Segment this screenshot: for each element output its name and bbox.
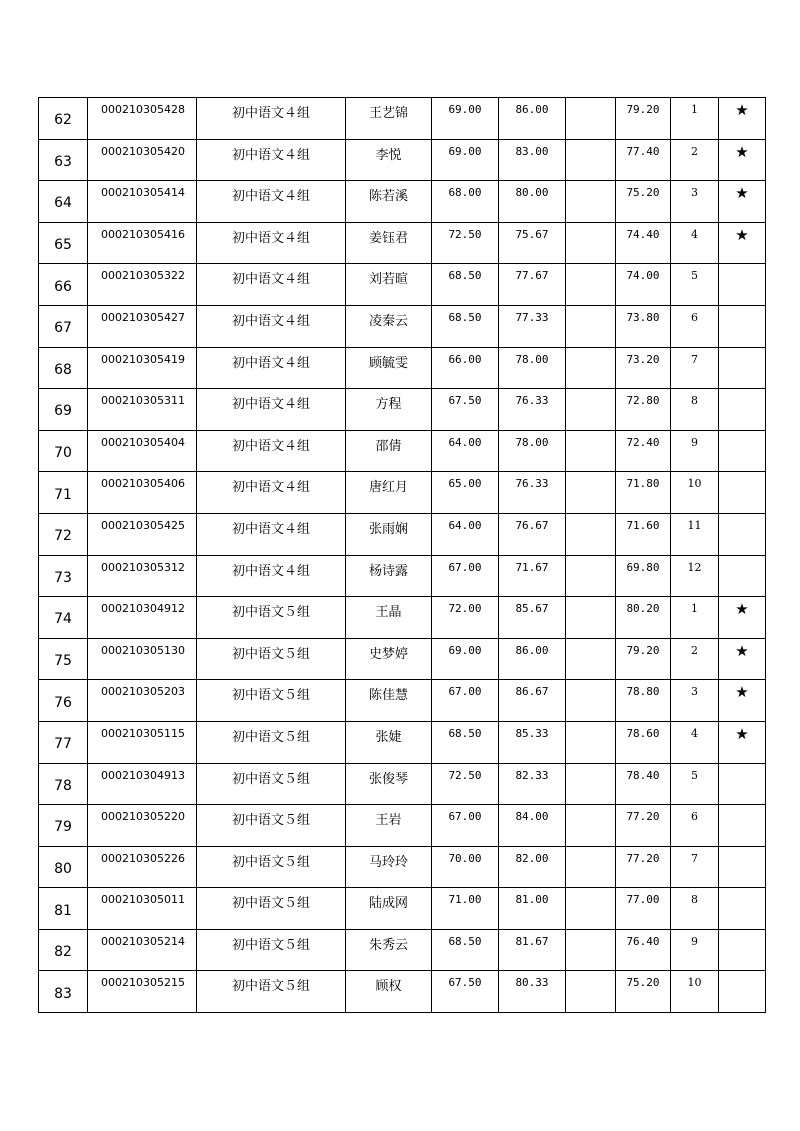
total-score-cell: 77.00 <box>616 888 671 930</box>
table-row <box>39 472 766 514</box>
written-score-cell: 70.00 <box>432 846 499 888</box>
written-score-cell: 69.00 <box>432 638 499 680</box>
total-score-cell: 76.40 <box>616 929 671 971</box>
interview-score-cell: 86.00 <box>499 638 566 680</box>
table-row <box>39 638 766 680</box>
table-row <box>39 597 766 639</box>
rank-cell: 3 <box>671 181 719 223</box>
name-cell: 王岩 <box>346 805 432 847</box>
group-cell: 初中语文４组 <box>197 98 346 140</box>
name-cell: 顾毓雯 <box>346 347 432 389</box>
candidate-id-cell: 000210305220 <box>88 805 197 847</box>
seq-cell: 68 <box>39 347 88 389</box>
rank-cell: 1 <box>671 98 719 140</box>
total-score-cell: 79.20 <box>616 638 671 680</box>
name-cell: 陆成网 <box>346 888 432 930</box>
candidate-id-cell: 000210305404 <box>88 430 197 472</box>
rank-cell: 5 <box>671 763 719 805</box>
written-score-cell: 67.00 <box>432 805 499 847</box>
interview-score-cell: 76.67 <box>499 513 566 555</box>
written-score-cell: 67.00 <box>432 680 499 722</box>
candidate-id-cell: 000210305130 <box>88 638 197 680</box>
group-cell: 初中语文４组 <box>197 389 346 431</box>
rank-cell: 1 <box>671 597 719 639</box>
name-cell: 史梦婷 <box>346 638 432 680</box>
blank-cell <box>566 347 616 389</box>
written-score-cell: 71.00 <box>432 888 499 930</box>
seq-cell: 72 <box>39 513 88 555</box>
total-score-cell: 78.80 <box>616 680 671 722</box>
candidate-id-cell: 000210305427 <box>88 305 197 347</box>
table-row <box>39 763 766 805</box>
blank-cell <box>566 888 616 930</box>
written-score-cell: 67.50 <box>432 389 499 431</box>
table-body <box>39 98 766 1013</box>
written-score-cell: 65.00 <box>432 472 499 514</box>
blank-cell <box>566 181 616 223</box>
group-cell: 初中语文５组 <box>197 846 346 888</box>
written-score-cell: 68.50 <box>432 721 499 763</box>
interview-score-cell: 78.00 <box>499 430 566 472</box>
group-cell: 初中语文４组 <box>197 555 346 597</box>
candidate-id-cell: 000210305406 <box>88 472 197 514</box>
interview-score-cell: 78.00 <box>499 347 566 389</box>
table-row <box>39 305 766 347</box>
candidate-id-cell: 000210305215 <box>88 971 197 1013</box>
blank-cell <box>566 139 616 181</box>
star-icon-cell <box>719 763 766 805</box>
rank-cell: 9 <box>671 929 719 971</box>
seq-cell: 81 <box>39 888 88 930</box>
rank-cell: 12 <box>671 555 719 597</box>
star-icon-cell <box>719 389 766 431</box>
blank-cell <box>566 472 616 514</box>
written-score-cell: 64.00 <box>432 430 499 472</box>
seq-cell: 77 <box>39 721 88 763</box>
name-cell: 张婕 <box>346 721 432 763</box>
total-score-cell: 77.40 <box>616 139 671 181</box>
total-score-cell: 72.40 <box>616 430 671 472</box>
star-icon-cell <box>719 929 766 971</box>
interview-score-cell: 84.00 <box>499 805 566 847</box>
rank-cell: 6 <box>671 305 719 347</box>
total-score-cell: 78.40 <box>616 763 671 805</box>
rank-cell: 7 <box>671 347 719 389</box>
seq-cell: 74 <box>39 597 88 639</box>
seq-cell: 65 <box>39 222 88 264</box>
table-row <box>39 555 766 597</box>
interview-score-cell: 75.67 <box>499 222 566 264</box>
written-score-cell: 68.00 <box>432 181 499 223</box>
blank-cell <box>566 305 616 347</box>
group-cell: 初中语文４组 <box>197 347 346 389</box>
seq-cell: 64 <box>39 181 88 223</box>
seq-cell: 66 <box>39 264 88 306</box>
seq-cell: 79 <box>39 805 88 847</box>
blank-cell <box>566 430 616 472</box>
rank-cell: 6 <box>671 805 719 847</box>
interview-score-cell: 76.33 <box>499 472 566 514</box>
interview-score-cell: 80.00 <box>499 181 566 223</box>
candidate-id-cell: 000210305322 <box>88 264 197 306</box>
name-cell: 马玲玲 <box>346 846 432 888</box>
group-cell: 初中语文４组 <box>197 264 346 306</box>
candidate-id-cell: 000210305425 <box>88 513 197 555</box>
total-score-cell: 77.20 <box>616 805 671 847</box>
total-score-cell: 79.20 <box>616 98 671 140</box>
written-score-cell: 67.00 <box>432 555 499 597</box>
group-cell: 初中语文４组 <box>197 513 346 555</box>
interview-score-cell: 82.00 <box>499 846 566 888</box>
group-cell: 初中语文５组 <box>197 680 346 722</box>
interview-score-cell: 81.67 <box>499 929 566 971</box>
star-icon-cell <box>719 430 766 472</box>
candidate-id-cell: 000210305226 <box>88 846 197 888</box>
name-cell: 李悦 <box>346 139 432 181</box>
interview-score-cell: 71.67 <box>499 555 566 597</box>
total-score-cell: 73.80 <box>616 305 671 347</box>
rank-cell: 2 <box>671 139 719 181</box>
table-row <box>39 888 766 930</box>
seq-cell: 78 <box>39 763 88 805</box>
star-icon-cell: ★ <box>719 721 766 763</box>
star-icon-cell: ★ <box>719 638 766 680</box>
table-row <box>39 181 766 223</box>
star-icon-cell <box>719 555 766 597</box>
blank-cell <box>566 721 616 763</box>
total-score-cell: 74.40 <box>616 222 671 264</box>
star-icon-cell: ★ <box>719 98 766 140</box>
name-cell: 陈佳慧 <box>346 680 432 722</box>
rank-cell: 9 <box>671 430 719 472</box>
group-cell: 初中语文４组 <box>197 305 346 347</box>
rank-cell: 8 <box>671 389 719 431</box>
written-score-cell: 68.50 <box>432 305 499 347</box>
name-cell: 刘若暄 <box>346 264 432 306</box>
rank-cell: 8 <box>671 888 719 930</box>
candidate-id-cell: 000210305414 <box>88 181 197 223</box>
group-cell: 初中语文５组 <box>197 597 346 639</box>
candidate-id-cell: 000210305312 <box>88 555 197 597</box>
blank-cell <box>566 597 616 639</box>
candidate-id-cell: 000210305115 <box>88 721 197 763</box>
results-table <box>38 97 766 1013</box>
seq-cell: 75 <box>39 638 88 680</box>
blank-cell <box>566 638 616 680</box>
seq-cell: 73 <box>39 555 88 597</box>
total-score-cell: 71.80 <box>616 472 671 514</box>
table-row <box>39 389 766 431</box>
interview-score-cell: 77.67 <box>499 264 566 306</box>
interview-score-cell: 76.33 <box>499 389 566 431</box>
table-row <box>39 929 766 971</box>
interview-score-cell: 85.67 <box>499 597 566 639</box>
table-row <box>39 139 766 181</box>
group-cell: 初中语文４组 <box>197 181 346 223</box>
blank-cell <box>566 680 616 722</box>
seq-cell: 80 <box>39 846 88 888</box>
group-cell: 初中语文５组 <box>197 638 346 680</box>
interview-score-cell: 77.33 <box>499 305 566 347</box>
table-row <box>39 222 766 264</box>
table-row <box>39 971 766 1013</box>
group-cell: 初中语文５组 <box>197 929 346 971</box>
written-score-cell: 66.00 <box>432 347 499 389</box>
total-score-cell: 75.20 <box>616 971 671 1013</box>
name-cell: 凌秦云 <box>346 305 432 347</box>
total-score-cell: 74.00 <box>616 264 671 306</box>
star-icon-cell: ★ <box>719 139 766 181</box>
name-cell: 顾权 <box>346 971 432 1013</box>
seq-cell: 82 <box>39 929 88 971</box>
written-score-cell: 67.50 <box>432 971 499 1013</box>
blank-cell <box>566 929 616 971</box>
rank-cell: 5 <box>671 264 719 306</box>
total-score-cell: 72.80 <box>616 389 671 431</box>
seq-cell: 67 <box>39 305 88 347</box>
table-row <box>39 846 766 888</box>
star-icon-cell: ★ <box>719 181 766 223</box>
interview-score-cell: 82.33 <box>499 763 566 805</box>
interview-score-cell: 81.00 <box>499 888 566 930</box>
star-icon-cell <box>719 347 766 389</box>
written-score-cell: 72.50 <box>432 222 499 264</box>
group-cell: 初中语文５组 <box>197 721 346 763</box>
name-cell: 唐红月 <box>346 472 432 514</box>
candidate-id-cell: 000210305311 <box>88 389 197 431</box>
table-row <box>39 347 766 389</box>
written-score-cell: 72.50 <box>432 763 499 805</box>
total-score-cell: 73.20 <box>616 347 671 389</box>
total-score-cell: 69.80 <box>616 555 671 597</box>
table-row <box>39 721 766 763</box>
blank-cell <box>566 763 616 805</box>
written-score-cell: 72.00 <box>432 597 499 639</box>
table-row <box>39 264 766 306</box>
group-cell: 初中语文４组 <box>197 139 346 181</box>
seq-cell: 62 <box>39 98 88 140</box>
total-score-cell: 71.60 <box>616 513 671 555</box>
blank-cell <box>566 98 616 140</box>
seq-cell: 63 <box>39 139 88 181</box>
name-cell: 邵倩 <box>346 430 432 472</box>
blank-cell <box>566 264 616 306</box>
candidate-id-cell: 000210305420 <box>88 139 197 181</box>
name-cell: 张雨娴 <box>346 513 432 555</box>
candidate-id-cell: 000210305011 <box>88 888 197 930</box>
blank-cell <box>566 846 616 888</box>
seq-cell: 71 <box>39 472 88 514</box>
table-row <box>39 98 766 140</box>
group-cell: 初中语文５组 <box>197 763 346 805</box>
name-cell: 朱秀云 <box>346 929 432 971</box>
total-score-cell: 80.20 <box>616 597 671 639</box>
star-icon-cell <box>719 305 766 347</box>
candidate-id-cell: 000210305203 <box>88 680 197 722</box>
total-score-cell: 78.60 <box>616 721 671 763</box>
candidate-id-cell: 000210304913 <box>88 763 197 805</box>
table-row <box>39 805 766 847</box>
interview-score-cell: 80.33 <box>499 971 566 1013</box>
name-cell: 张俊琴 <box>346 763 432 805</box>
table-row <box>39 513 766 555</box>
star-icon-cell: ★ <box>719 680 766 722</box>
star-icon-cell <box>719 971 766 1013</box>
written-score-cell: 69.00 <box>432 139 499 181</box>
written-score-cell: 68.50 <box>432 929 499 971</box>
star-icon-cell: ★ <box>719 222 766 264</box>
blank-cell <box>566 389 616 431</box>
star-icon-cell <box>719 472 766 514</box>
candidate-id-cell: 000210305214 <box>88 929 197 971</box>
name-cell: 方程 <box>346 389 432 431</box>
blank-cell <box>566 555 616 597</box>
table-row <box>39 680 766 722</box>
group-cell: 初中语文５组 <box>197 805 346 847</box>
name-cell: 陈若溪 <box>346 181 432 223</box>
total-score-cell: 75.20 <box>616 181 671 223</box>
table-row <box>39 430 766 472</box>
candidate-id-cell: 000210305428 <box>88 98 197 140</box>
group-cell: 初中语文５组 <box>197 971 346 1013</box>
rank-cell: 11 <box>671 513 719 555</box>
star-icon-cell <box>719 264 766 306</box>
seq-cell: 76 <box>39 680 88 722</box>
rank-cell: 10 <box>671 472 719 514</box>
star-icon-cell <box>719 888 766 930</box>
rank-cell: 4 <box>671 721 719 763</box>
star-icon-cell <box>719 805 766 847</box>
interview-score-cell: 83.00 <box>499 139 566 181</box>
rank-cell: 7 <box>671 846 719 888</box>
group-cell: 初中语文４组 <box>197 222 346 264</box>
candidate-id-cell: 000210304912 <box>88 597 197 639</box>
rank-cell: 2 <box>671 638 719 680</box>
star-icon-cell <box>719 513 766 555</box>
blank-cell <box>566 971 616 1013</box>
written-score-cell: 64.00 <box>432 513 499 555</box>
interview-score-cell: 86.67 <box>499 680 566 722</box>
name-cell: 姜钰君 <box>346 222 432 264</box>
rank-cell: 4 <box>671 222 719 264</box>
group-cell: 初中语文５组 <box>197 888 346 930</box>
total-score-cell: 77.20 <box>616 846 671 888</box>
rank-cell: 10 <box>671 971 719 1013</box>
name-cell: 杨诗露 <box>346 555 432 597</box>
candidate-id-cell: 000210305419 <box>88 347 197 389</box>
written-score-cell: 69.00 <box>432 98 499 140</box>
blank-cell <box>566 513 616 555</box>
rank-cell: 3 <box>671 680 719 722</box>
group-cell: 初中语文４组 <box>197 472 346 514</box>
name-cell: 王晶 <box>346 597 432 639</box>
interview-score-cell: 85.33 <box>499 721 566 763</box>
name-cell: 王艺锦 <box>346 98 432 140</box>
star-icon-cell <box>719 846 766 888</box>
seq-cell: 69 <box>39 389 88 431</box>
written-score-cell: 68.50 <box>432 264 499 306</box>
seq-cell: 70 <box>39 430 88 472</box>
blank-cell <box>566 805 616 847</box>
blank-cell <box>566 222 616 264</box>
candidate-id-cell: 000210305416 <box>88 222 197 264</box>
group-cell: 初中语文４组 <box>197 430 346 472</box>
star-icon-cell: ★ <box>719 597 766 639</box>
seq-cell: 83 <box>39 971 88 1013</box>
interview-score-cell: 86.00 <box>499 98 566 140</box>
